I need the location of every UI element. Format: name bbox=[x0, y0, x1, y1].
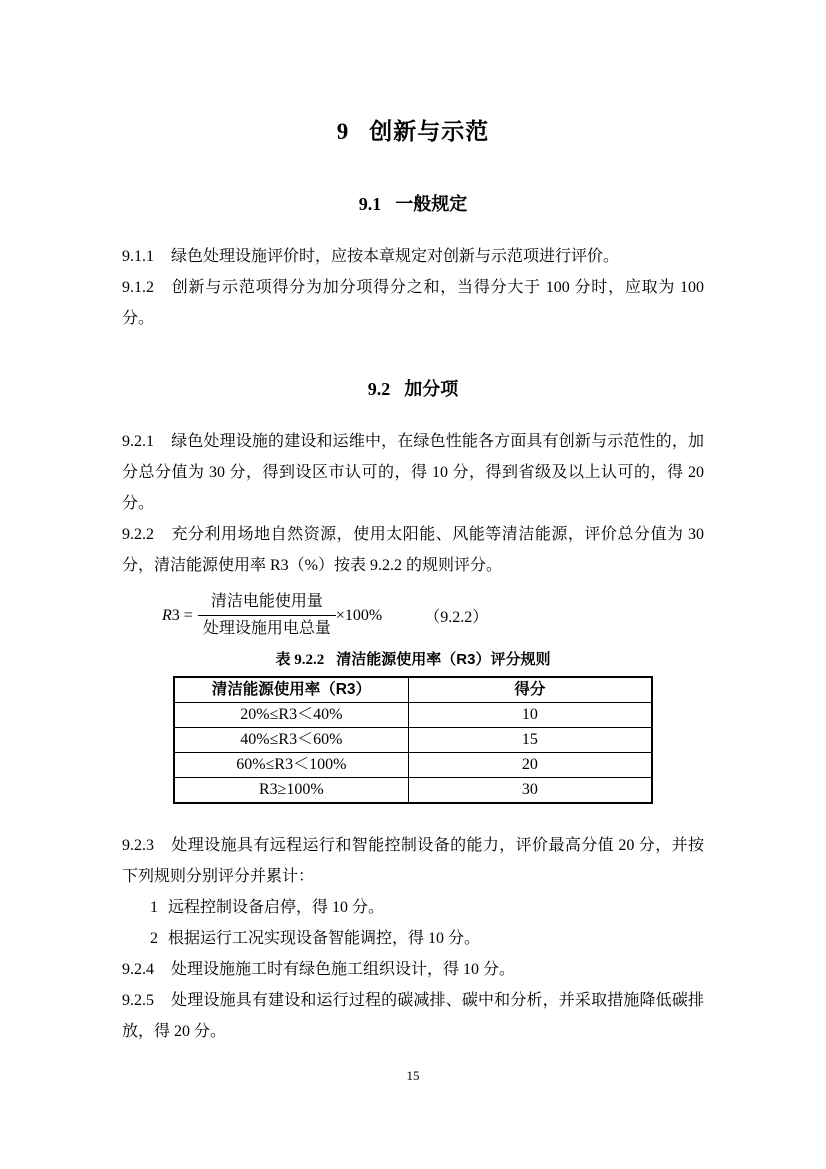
section-title: 一般规定 bbox=[395, 194, 468, 214]
clause-text: 绿色处理设施的建设和运维中，在绿色性能各方面具有创新与示范性的，加分总分值为 30 分，得到设区市认可的，得 10 分，得到省级及以上认可的，得 20 分。 bbox=[122, 433, 704, 512]
clause-9-2-3 bbox=[122, 830, 704, 892]
formula-variable: R bbox=[162, 606, 172, 624]
clause-text: 绿色处理设施评价时，应按本章规定对创新与示范项进行评价。 bbox=[171, 248, 620, 265]
table-cell-score: 15 bbox=[408, 728, 652, 753]
subitem-2 bbox=[122, 923, 704, 954]
clause-number: 9.2.5 bbox=[122, 992, 154, 1009]
clause-number: 9.1.2 bbox=[122, 279, 154, 296]
table-cell-rate: 20%≤R3＜40% bbox=[174, 703, 408, 728]
clause-9-1-1 bbox=[122, 241, 704, 272]
table-header-row bbox=[174, 677, 652, 703]
table-cell-score: 20 bbox=[408, 753, 652, 778]
section-number: 9.1 bbox=[358, 194, 382, 214]
formula-numerator: 清洁电能使用量 bbox=[198, 590, 336, 616]
clause-number: 9.2.1 bbox=[122, 433, 154, 450]
formula-factor: ×100% bbox=[335, 606, 383, 624]
clause-9-2-4 bbox=[122, 954, 704, 985]
chapter-number: 9 bbox=[336, 119, 350, 144]
formula-fraction bbox=[198, 590, 336, 641]
clause-9-2-5 bbox=[122, 985, 704, 1047]
subitem-text: 远程控制设备启停，得 10 分。 bbox=[168, 899, 385, 916]
chapter-heading bbox=[122, 114, 704, 149]
table-row bbox=[174, 778, 652, 804]
table-cell-score: 30 bbox=[408, 778, 652, 804]
table-cell-score: 10 bbox=[408, 703, 652, 728]
clause-text: 处理设施施工时有绿色施工组织设计，得 10 分。 bbox=[171, 961, 516, 978]
clause-number: 9.1.1 bbox=[122, 248, 154, 265]
formula-denominator: 处理设施用电总量 bbox=[202, 620, 331, 637]
page-number: 15 bbox=[406, 1068, 420, 1083]
subitem-1 bbox=[122, 892, 704, 923]
section-title: 加分项 bbox=[404, 379, 459, 399]
formula-equation-number: （9.2.2） bbox=[424, 609, 489, 626]
section-number: 9.2 bbox=[367, 379, 391, 399]
table-row bbox=[174, 728, 652, 753]
section-heading-9-2 bbox=[122, 376, 704, 402]
subitem-number: 1 bbox=[150, 899, 158, 916]
chapter-title: 创新与示范 bbox=[369, 118, 490, 144]
table-caption-title: 清洁能源使用率（R3）评分规则 bbox=[336, 651, 551, 668]
r3-scoring-table bbox=[173, 676, 653, 804]
clause-text: 处理设施具有建设和运行过程的碳减排、碳中和分析，并采取措施降低碳排放，得 20 分。 bbox=[122, 992, 704, 1040]
table-cell-rate: 40%≤R3＜60% bbox=[174, 728, 408, 753]
clause-number: 9.2.4 bbox=[122, 961, 154, 978]
subitem-number: 2 bbox=[150, 930, 158, 947]
table-header-rate: 清洁能源使用率（R3） bbox=[174, 677, 408, 703]
clause-text: 处理设施具有远程运行和智能控制设备的能力，评价最高分值 20 分，并按下列规则分别评分并累计： bbox=[122, 837, 704, 885]
clause-9-1-2 bbox=[122, 272, 704, 334]
clause-9-2-1 bbox=[122, 426, 704, 519]
table-cell-rate: R3≥100% bbox=[174, 778, 408, 804]
table-header-score: 得分 bbox=[408, 677, 652, 703]
clause-text: 充分利用场地自然资源，使用太阳能、风能等清洁能源，评价总分值为 30 分，清洁能源使用率 R3（%）按表 9.2.2 的规则评分。 bbox=[122, 526, 704, 574]
table-caption bbox=[122, 649, 704, 671]
clause-number: 9.2.2 bbox=[122, 526, 154, 543]
formula-lhs: R3 = bbox=[162, 606, 193, 624]
formula-r3 bbox=[122, 590, 704, 641]
table-cell-rate: 60%≤R3＜100% bbox=[174, 753, 408, 778]
clause-text: 创新与示范项得分为加分项得分之和，当得分大于 100 分时，应取为 100 分。 bbox=[122, 279, 704, 327]
clause-number: 9.2.3 bbox=[122, 837, 154, 854]
clause-9-2-2 bbox=[122, 519, 704, 581]
table-row bbox=[174, 753, 652, 778]
section-heading-9-1 bbox=[122, 191, 704, 217]
page-content bbox=[122, 114, 704, 1047]
table-caption-number: 表 9.2.2 bbox=[275, 652, 325, 668]
table-row bbox=[174, 703, 652, 728]
subitem-text: 根据运行工况实现设备智能调控，得 10 分。 bbox=[168, 930, 481, 947]
